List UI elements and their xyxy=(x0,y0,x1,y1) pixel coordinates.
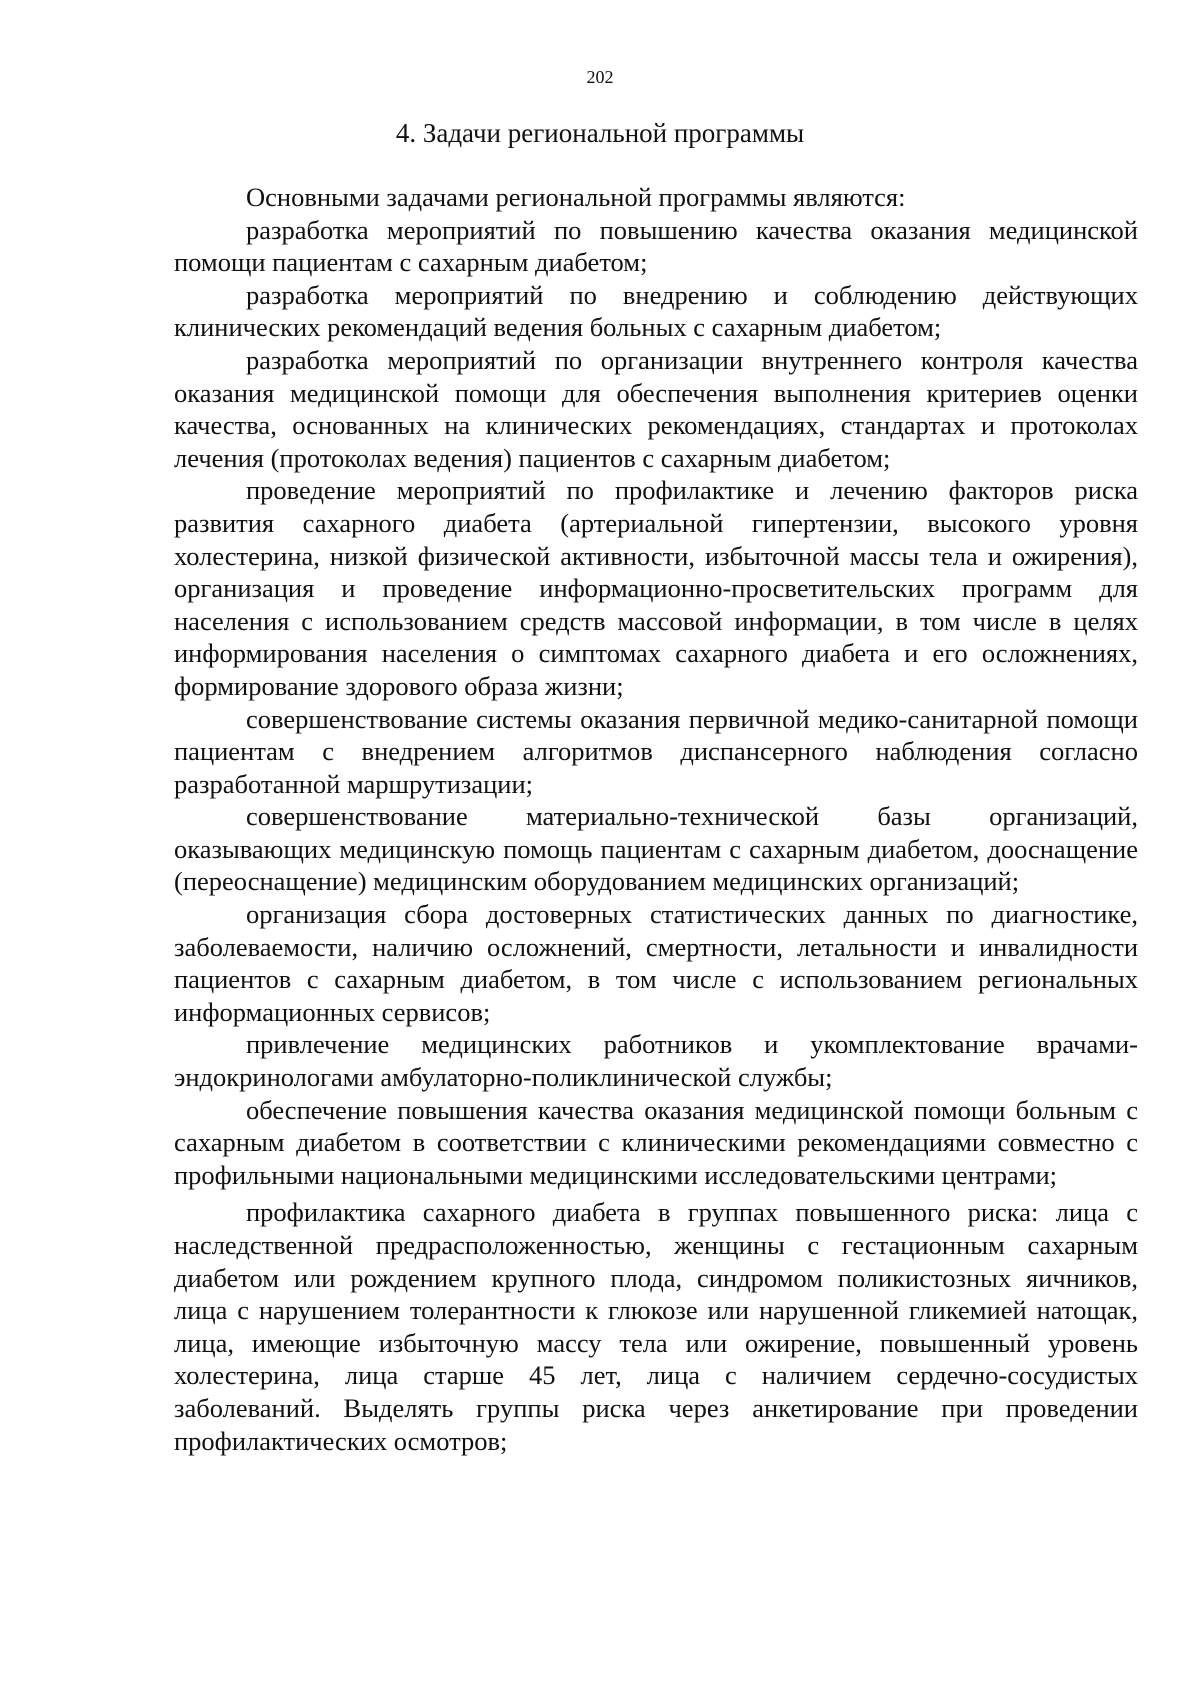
page-number: 202 xyxy=(586,67,614,87)
intro-paragraph: Основными задачами региональной программы являются: xyxy=(246,182,906,212)
task-paragraph: разработка мероприятий по организации внутреннего контроля качества оказания медицинской помощи для обеспечения выполнения критериев оценки качества, основанных на клинических рекомендациях, стандартах и протоколах лечения (протоколах ведения) пациентов с сахарным диабетом; xyxy=(174,344,1138,473)
task-paragraph: совершенствование материально-технической базы организаций, оказывающих медицинскую помощь пациентам с сахарным диабетом, дооснащение (переоснащение) медицинским оборудованием медицинских организаций; xyxy=(174,801,1138,897)
task-paragraph: привлечение медицинских работников и укомплектование врачами-эндокринологами амбулаторно-поликлинической службы; xyxy=(174,1029,1138,1093)
task-paragraph: обеспечение повышения качества оказания медицинской помощи больным с сахарным диабетом в соответствии с клиническими рекомендациями совместно с профильными национальными медицинскими исследовательскими центрами; xyxy=(174,1094,1138,1190)
task-paragraph: организация сбора достоверных статистических данных по диагностике, заболеваемости, наличию осложнений, смертности, летальности и инвалидности пациентов с сахарным диабетом, в том числе с использованием региональных информационных сервисов; xyxy=(174,899,1138,1027)
task-paragraph: разработка мероприятий по повышению качества оказания медицинской помощи пациентам с сахарным диабетом; xyxy=(174,214,1138,278)
task-paragraph: разработка мероприятий по внедрению и соблюдению действующих клинических рекомендаций ведения больных с сахарным диабетом; xyxy=(174,279,1138,343)
section-title: 4. Задачи региональной программы xyxy=(395,118,805,148)
body-text xyxy=(174,181,1138,1457)
task-paragraph: профилактика сахарного диабета в группах повышенного риска: лица с наследственной предрасположенностью, женщины с гестационным сахарным диабетом или рождением крупного плода, синдромом поликистозных яичников, лица с нарушением толерантности к глюкозе или нарушенной гликемией натощак, лица, имеющие избыточную массу тела или ожирение, повышенный уровень холестерина, лица старше 45 лет, лица с наличием сердечно-сосудистых заболеваний. Выделять группы риска через анкетирование при проведении профилактических осмотров; xyxy=(174,1197,1138,1456)
task-paragraph: проведение мероприятий по профилактике и лечению факторов риска развития сахарного диабета (артериальной гипертензии, высокого уровня холестерина, низкой физической активности, избыточной массы тела и ожирения), организация и проведение информационно-просветительских программ для населения с использованием средств массовой информации, в том числе в целях информирования населения о симптомах сахарного диабета и его осложнениях, формирование здорового образа жизни; xyxy=(174,475,1138,701)
task-paragraph: совершенствование системы оказания первичной медико-санитарной помощи пациентам с внедрением алгоритмов диспансерного наблюдения согласно разработанной маршрутизации; xyxy=(174,703,1138,799)
